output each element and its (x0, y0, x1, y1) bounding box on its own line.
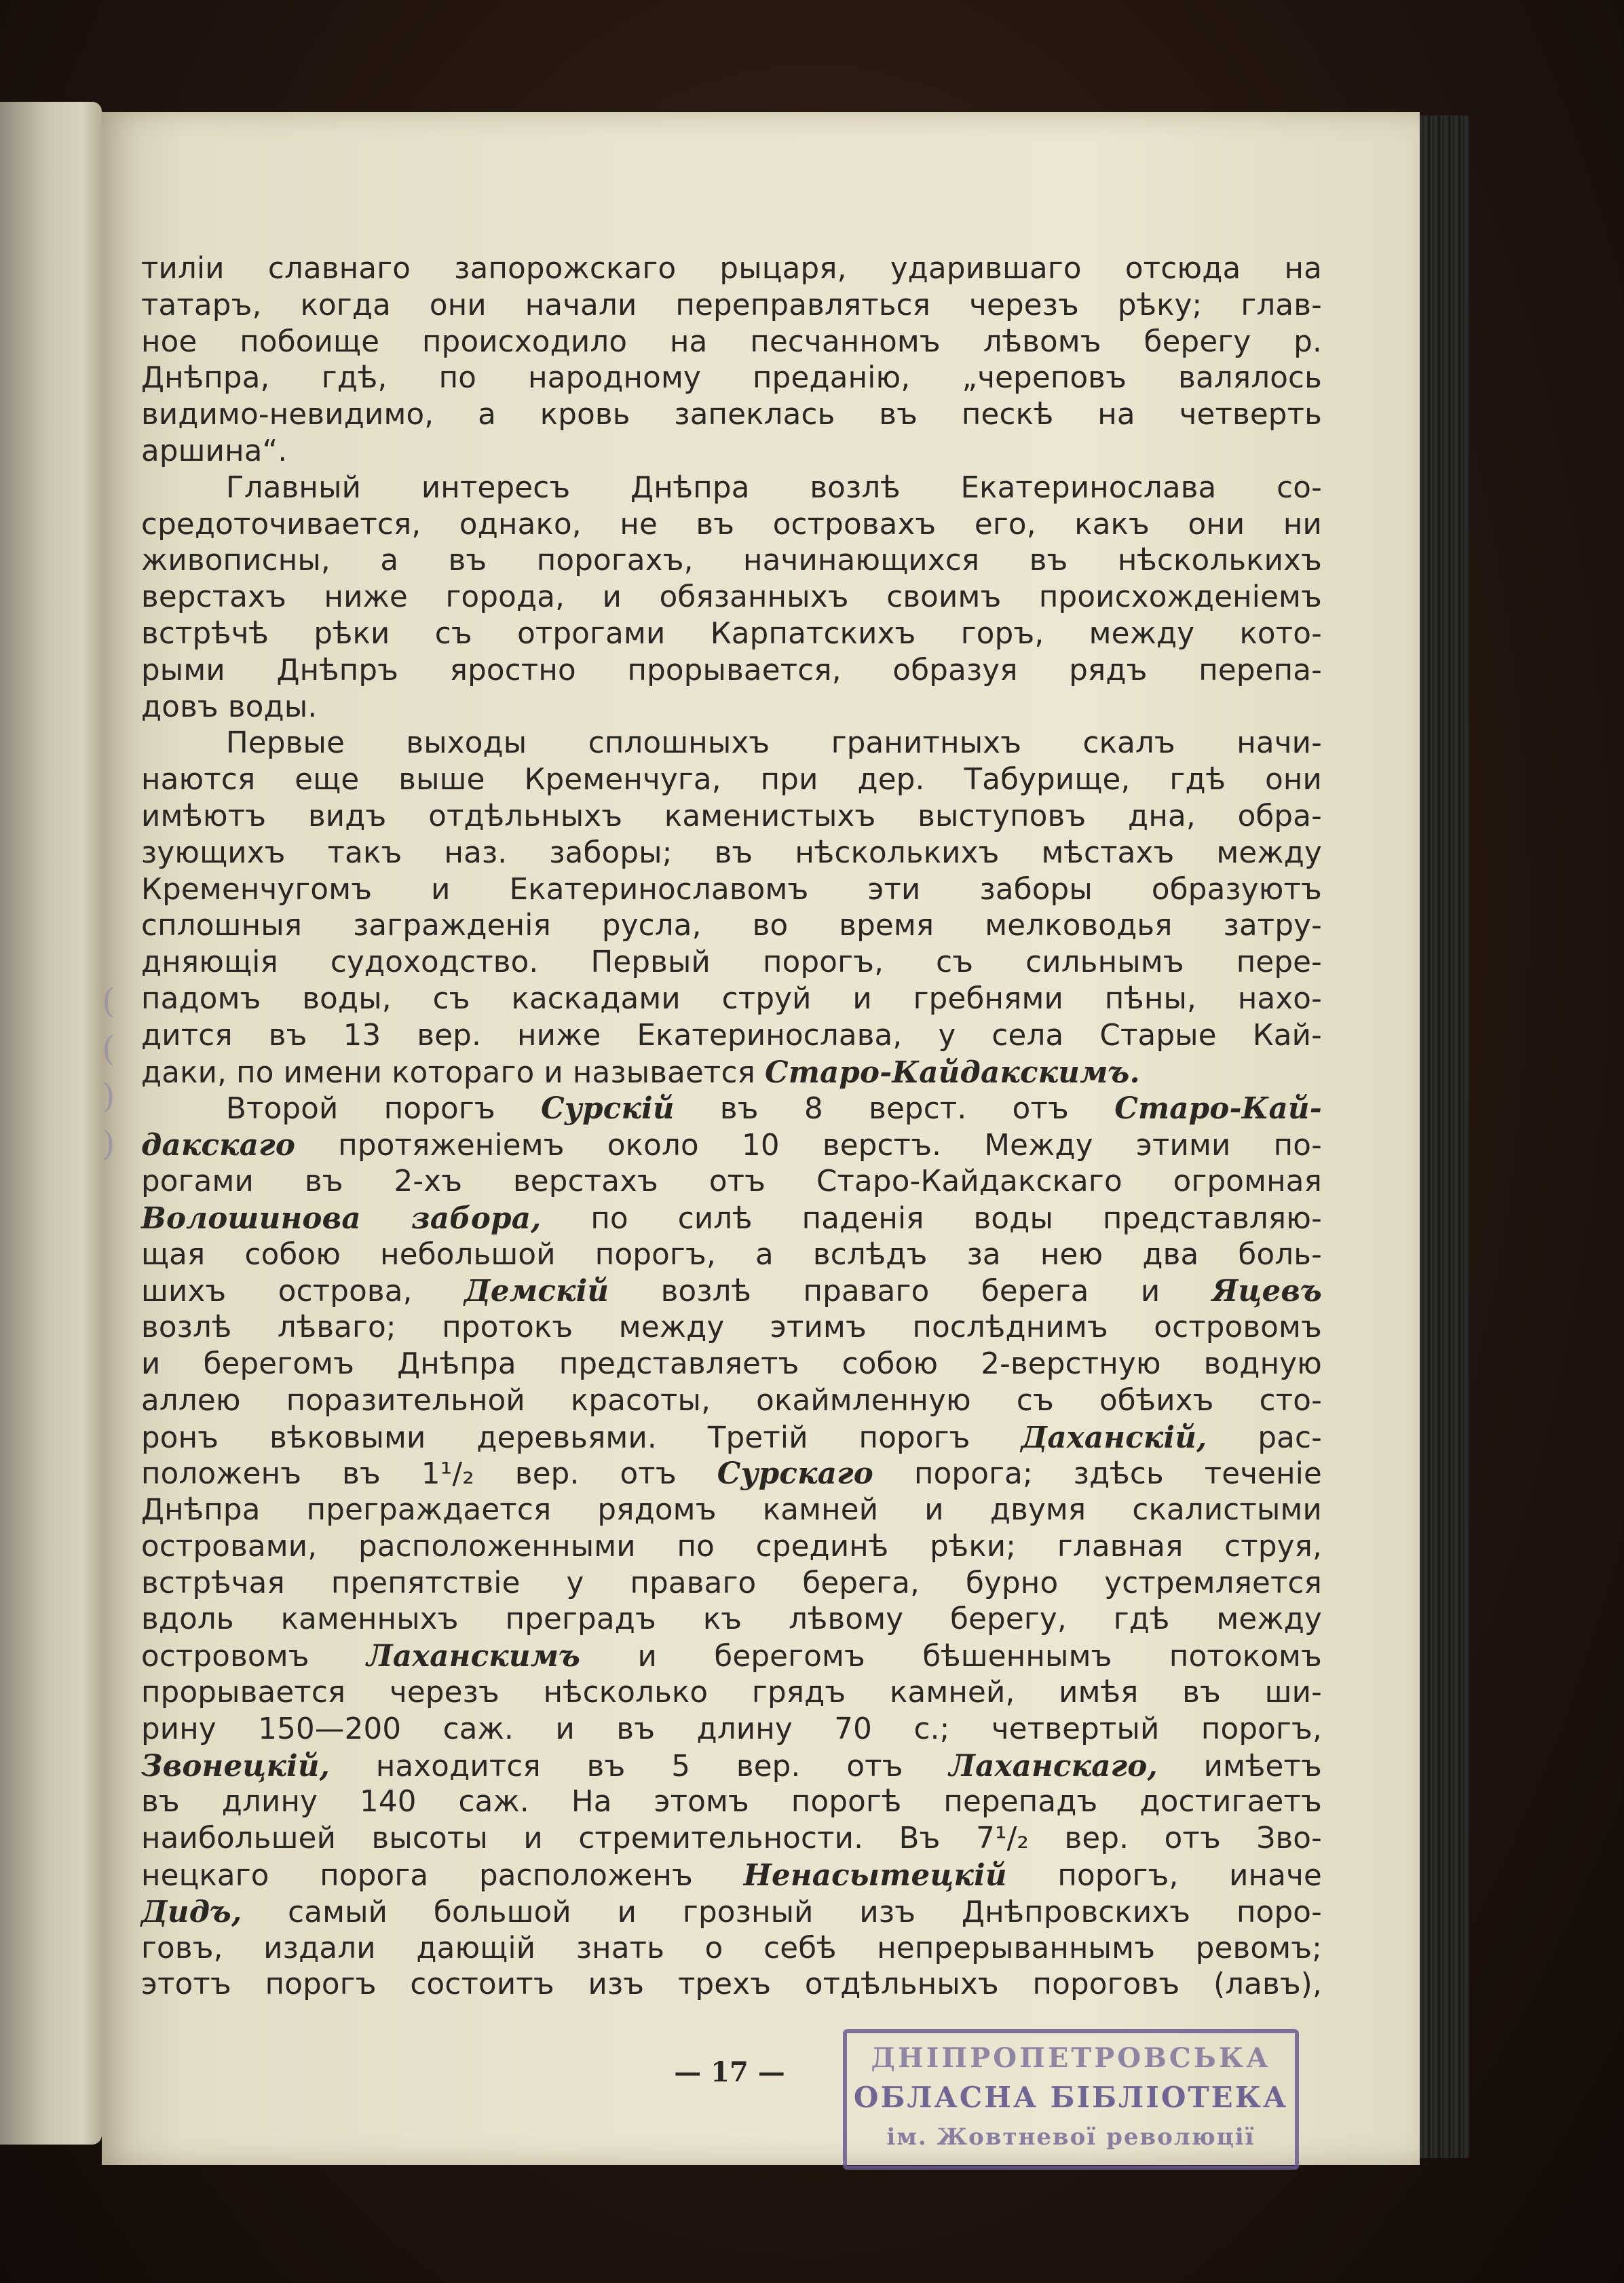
stamp-line-1: ДНІПРОПЕТРОВСЬКА (871, 2042, 1271, 2074)
text-line (141, 543, 1322, 580)
text-line (141, 1748, 1322, 1785)
italic-name: Лаханскаго, (949, 1748, 1158, 1784)
text-run: въ длину 140 саж. На этомъ порогѣ перепадъ достигаетъ (141, 1785, 1322, 1819)
text-line (141, 725, 1322, 762)
text-run: имѣютъ видъ отдѣльныхъ каменистыхъ выступовъ дна, обра- (141, 799, 1322, 833)
text-run: ное побоище происходило на песчанномъ лѣвомъ берегу р. (141, 324, 1322, 359)
text-line (141, 580, 1322, 616)
italic-name: Ненасытецкій (743, 1858, 1007, 1893)
text-run: видимо-невидимо, а кровь запеклась въ пескѣ на четверть (141, 398, 1322, 432)
text-run: средоточивается, однако, не въ островахъ его, какъ они ни (141, 507, 1322, 542)
text-line (141, 981, 1322, 1018)
text-line (141, 1967, 1322, 2003)
text-line (141, 835, 1322, 872)
text-run: ронъ вѣковыми деревьями. Третій порогъ (141, 1420, 1021, 1455)
text-line (141, 288, 1322, 324)
text-run: нецкаго порога расположенъ (141, 1859, 744, 1893)
text-run: аршина“. (141, 434, 288, 468)
text-run: и берегомъ бѣшеннымъ потокомъ (580, 1640, 1322, 1674)
text-run: татаръ, когда они начали переправляться черезъ рѣку; глав- (141, 288, 1322, 322)
text-line (141, 872, 1322, 909)
text-line (141, 1310, 1322, 1346)
italic-name: Старо-Кай- (1114, 1091, 1322, 1127)
italic-name: Звонецкій, (141, 1748, 331, 1784)
text-line (141, 1821, 1322, 1857)
text-line (141, 945, 1322, 981)
text-line (141, 360, 1322, 397)
page-stack-edge (1412, 115, 1469, 2158)
text-run: сплошныя загражденія русла, во время мелководья затру- (141, 909, 1322, 943)
text-run: зующихъ такъ наз. заборы; въ нѣсколькихъ мѣстахъ между (141, 835, 1322, 870)
text-run: протяженіемъ около 10 верстъ. Между этими по- (295, 1129, 1322, 1163)
text-line (141, 1529, 1322, 1566)
text-run: находится въ 5 вер. отъ (330, 1749, 949, 1784)
stamp-line-3: ім. Жовтневої революції (886, 2124, 1255, 2151)
text-run: дняющія судоходство. Первый порогъ, съ сильнымъ пере- (141, 945, 1322, 980)
text-line (141, 397, 1322, 434)
italic-name: Старо-Кайдакскимъ. (765, 1055, 1140, 1090)
text-run: Днѣпра, гдѣ, по народному преданію, „череповъ валялось (141, 361, 1322, 396)
text-line (141, 1638, 1322, 1675)
text-run: рину 150—200 саж. и въ длину 70 с.; четвертый порогъ, (141, 1712, 1322, 1746)
text-run: этотъ порогъ состоитъ изъ трехъ отдѣльныхъ пороговъ (лавъ), (141, 1967, 1322, 2002)
text-line (141, 1894, 1322, 1931)
italic-name: Сурскаго (717, 1456, 874, 1492)
text-run: Кременчугомъ и Екатеринославомъ эти заборы образуютъ (141, 872, 1322, 907)
text-line (141, 1383, 1322, 1420)
text-run: вдоль каменныхъ преградъ къ лѣвому берегу, гдѣ между (141, 1602, 1322, 1637)
text-line (141, 1566, 1322, 1602)
text-run: рогами въ 2-хъ верстахъ отъ Старо-Кайдакскаго огромная (141, 1164, 1322, 1199)
text-run: порога; здѣсь теченіе (873, 1457, 1323, 1492)
stamp-line-2: ОБЛАСНА БІБЛІОТЕКА (853, 2081, 1289, 2114)
text-line (141, 1931, 1322, 1967)
text-run: положенъ въ 1¹/₂ вер. отъ (141, 1457, 717, 1492)
text-line (141, 690, 1322, 726)
text-run: верстахъ ниже города, и обязанныхъ своимъ происхожденіемъ (141, 580, 1322, 615)
text-line (141, 1273, 1322, 1310)
text-line (141, 908, 1322, 945)
page-body-text (141, 251, 1322, 2003)
text-line (141, 1456, 1322, 1492)
text-run: рас- (1207, 1420, 1322, 1455)
text-line (141, 1346, 1322, 1383)
text-run: порогъ, иначе (1006, 1859, 1322, 1893)
text-run: довъ воды. (141, 690, 318, 724)
text-run: возлѣ лѣваго; протокъ между этимъ послѣднимъ островомъ (141, 1310, 1322, 1345)
text-run: живописны, а въ порогахъ, начинающихся въ нѣсколькихъ (141, 544, 1322, 578)
text-run: встрѣчѣ рѣки съ отрогами Карпатскихъ горъ, между кото- (141, 616, 1322, 651)
text-line (141, 1420, 1322, 1456)
text-line (141, 1675, 1322, 1712)
text-run: въ 8 верст. отъ (674, 1092, 1115, 1127)
italic-name: Даханскій, (1021, 1420, 1207, 1455)
text-line (141, 1602, 1322, 1638)
text-run: имѣетъ (1157, 1749, 1322, 1784)
text-run: Главный интересъ Днѣпра возлѣ Екатеринослава со- (226, 470, 1322, 505)
text-run: Днѣпра преграждается рядомъ камней и двумя скалистыми (141, 1493, 1322, 1528)
text-line (141, 1018, 1322, 1055)
text-run: рыми Днѣпръ яростно прорывается, образуя рядъ перепа- (141, 653, 1322, 687)
text-line (141, 507, 1322, 544)
italic-name: дакскаго (141, 1128, 296, 1163)
text-line (141, 653, 1322, 690)
text-run: островомъ (141, 1640, 367, 1674)
text-run: самый большой и грозный изъ Днѣпровскихъ поро- (242, 1895, 1322, 1929)
italic-name: Дидъ, (141, 1894, 242, 1929)
text-run: даки, по имени котораго и называется (141, 1055, 765, 1090)
text-line (141, 1712, 1322, 1748)
text-line (141, 434, 1322, 470)
text-run: щая собою небольшой порогъ, а вслѣдъ за нею два боль- (141, 1237, 1322, 1272)
text-line (141, 1201, 1322, 1237)
text-run: и берегомъ Днѣпра представляетъ собою 2-верстную водную (141, 1346, 1322, 1381)
text-run: по силѣ паденія воды представляю- (541, 1201, 1322, 1236)
text-line (141, 470, 1322, 507)
text-run: возлѣ праваго берега и (609, 1275, 1212, 1309)
text-run: наются еще выше Кременчуга, при дер. Табурище, гдѣ они (141, 763, 1322, 797)
italic-name: Лаханскимъ (366, 1639, 581, 1674)
text-line (141, 1127, 1322, 1164)
italic-name: Сурскій (541, 1091, 675, 1127)
text-line (141, 324, 1322, 361)
text-line (141, 1857, 1322, 1894)
text-run: Второй порогъ (226, 1092, 542, 1127)
text-line (141, 1492, 1322, 1529)
text-run: островами, расположенными по срединѣ рѣки; главная струя, (141, 1529, 1322, 1564)
text-run: наибольшей высоты и стремительности. Въ 7¹/₂ вер. отъ Зво- (141, 1822, 1322, 1856)
italic-name: Волошинова забора, (141, 1201, 542, 1236)
text-line (141, 1164, 1322, 1201)
text-run: говъ, издали дающій знать о себѣ непрерываннымъ ревомъ; (141, 1931, 1322, 1965)
text-line (141, 1784, 1322, 1821)
text-run: Первые выходы сплошныхъ гранитныхъ скалъ начи- (226, 726, 1322, 761)
italic-name: Яцевъ (1211, 1274, 1322, 1309)
text-run: аллею поразительной красоты, окаймленную съ обѣихъ сто- (141, 1383, 1322, 1418)
text-run: шихъ острова, (141, 1275, 465, 1309)
previous-page-edge (0, 102, 102, 2145)
italic-name: Демскій (464, 1274, 609, 1309)
text-line (141, 1055, 1322, 1091)
text-line (141, 1091, 1322, 1127)
text-run: встрѣчая препятствіе у праваго берега, бурно устремляется (141, 1566, 1322, 1600)
library-stamp (843, 2029, 1299, 2170)
text-line (141, 1237, 1322, 1274)
text-line (141, 251, 1322, 288)
text-run: тиліи славнаго запорожскаго рыцаря, ударившаго отсюда на (141, 252, 1322, 286)
pencil-marks: ( ( ) ) (102, 981, 115, 1163)
text-line (141, 616, 1322, 653)
text-line (141, 762, 1322, 799)
text-run: дится въ 13 вер. ниже Екатеринослава, у села Старые Кай- (141, 1018, 1322, 1053)
page-number: — 17 — (674, 2056, 785, 2088)
text-run: прорывается черезъ нѣсколько грядъ камней, имѣя въ ши- (141, 1676, 1322, 1710)
text-line (141, 799, 1322, 835)
text-run: падомъ воды, съ каскадами струй и гребнями пѣны, нахо- (141, 981, 1322, 1016)
